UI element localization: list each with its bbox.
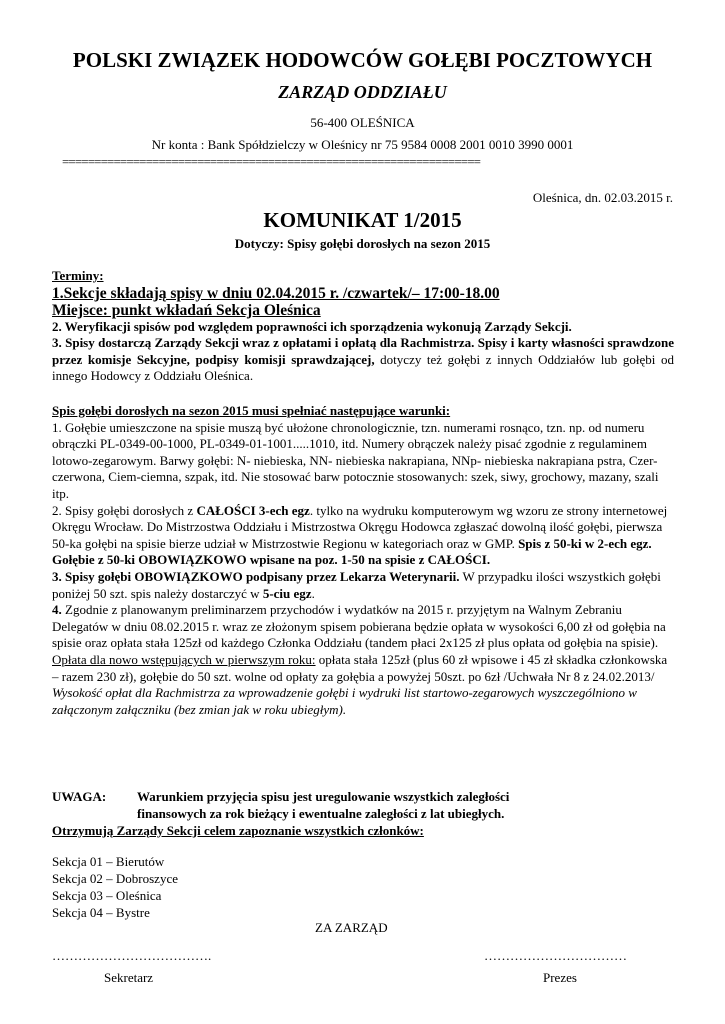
new-member-fee-text: opłata stała 125zł (plus 60 zł wpisowe i 45 zł składka członkowska – razem 230 zł), gołębie do 50 szt. wolne od opłaty za gołębia a powyżej 50szt. po 6zł /Uchwała Nr 8 z 24.02.2013/: [52, 651, 668, 684]
list-item: Sekcja 03 – Oleśnica: [52, 888, 162, 903]
condition-2-a: 2. Spisy gołębi dorosłych z: [52, 502, 197, 518]
list-item: Sekcja 02 – Dobroszyce: [52, 871, 178, 886]
sections-list: [52, 853, 178, 921]
president-label: Prezes: [543, 970, 577, 985]
terms-place: Miejsce: punkt wkładań Sekcja Oleśnica: [52, 301, 321, 319]
condition-2-c: . tylko na wydruku komputerowym wg wzoru ze strony internetowej Okręgu Wrocław. Do Mistrzostwa Oddziału i Mistrzostwa Okręgu Hodowca zgłaszać dowolną ilość gołębi, pierwsza 50-ka gołębi na spisie bierze udział w Mistrzostwie Regionu w kategoriach oraz w GMP.: [52, 502, 668, 551]
organization-name: POLSKI ZWIĄZEK HODOWCÓW GOŁĘBI POCZTOWYCH: [72, 48, 653, 72]
list-item: Sekcja 04 – Bystre: [52, 905, 150, 920]
condition-3: [52, 569, 674, 602]
conditions-block: [52, 403, 674, 718]
date-line: Oleśnica, dn. 02.03.2015 r.: [532, 190, 673, 205]
terms-item-3-bold: 3. Spisy dostarczą Zarządy Sekcji wraz z opłatami i opłatą dla Rachmistrza. Spisy i karty własności sprawdzone przez komisje Sekcyjne, podpisy komisji sprawdzającej,: [52, 335, 674, 367]
conditions-heading: Spis gołębi dorosłych na sezon 2015 musi spełniać następujące warunki:: [52, 403, 451, 418]
terms-item-3: [52, 335, 674, 385]
recipients-heading: Otrzymują Zarządy Sekcji celem zapoznanie wszystkich członków:: [52, 823, 424, 838]
warning-line-2: finansowych za rok bieżący i ewentualne zaległości z lat ubiegłych.: [137, 806, 505, 821]
secretary-signature-line: ……………………………….: [52, 948, 212, 963]
condition-2-b: CAŁOŚCI 3-ech egz: [196, 502, 310, 518]
terms-heading: Terminy:: [52, 268, 104, 283]
terms-item-2: 2. Weryfikacji spisów pod względem poprawności ich sporządzenia wykonują Zarządy Sekcji.: [52, 318, 572, 334]
document-subject: Dotyczy: Spisy gołębi dorosłych na sezon 2015: [234, 236, 491, 251]
condition-3-b: W przypadku ilości wszystkich gołębi poniżej 50 szt. spis należy dostarczyć w: [52, 568, 661, 601]
for-board-label: ZA ZARZĄD: [315, 920, 388, 935]
secretary-label: Sekretarz: [104, 970, 154, 985]
condition-3-d: .: [311, 585, 315, 601]
postal-address: 56-400 OLEŚNICA: [310, 115, 415, 130]
terms-item-1: [52, 285, 674, 302]
condition-1: 1. Gołębie umieszczone na spisie muszą być ułożone chronologicznie, tzn. numerami rosnąco, tzn. np. od numeru obrączki PL-0349-00-1000, PL-0349-01-1001.....1010, itd. Numery obrączek należy pisać zgodnie z regulaminem lotowo-zegarowym. Barwy gołębi: N- niebieska, NN- niebieska nakrapiana, NNp- niebieska nakrapiana pstra, Czer- czerwona, Ciem-ciemna, szpak, itd. Nie stosować barw potocznie stosowanych: szek, siwy, grochowy, mazany, szali itp.: [52, 419, 659, 501]
terms-item-1-text: 1.Sekcje składają spisy w dniu 02.04.2015 r. /czwartek/– 17:00-18.00: [52, 284, 500, 302]
warning-label: UWAGA:: [52, 789, 107, 804]
new-member-fee: [52, 652, 674, 685]
separator-rule: =================================================================: [62, 154, 481, 169]
board-name: ZARZĄD ODDZIAŁU: [278, 82, 447, 102]
condition-4: [52, 602, 674, 652]
condition-4-a: 4.: [52, 602, 62, 618]
warning-line-1: Warunkiem przyjęcia spisu jest uregulowanie wszystkich zaległości: [137, 789, 510, 804]
document-title: KOMUNIKAT 1/2015: [263, 208, 462, 232]
condition-2-d: Spis z 50-ki w 2-ech egz. Gołębie z 50-ki OBOWIĄZKOWO wpisane na poz. 1-50 na spisie z CAŁOŚCI.: [52, 535, 652, 568]
president-signature-line: ……………………………: [484, 948, 627, 963]
bank-account: Nr konta : Bank Spółdzielczy w Oleśnicy nr 75 9584 0008 2001 0010 3990 0001: [151, 137, 574, 152]
condition-3-a: 3. Spisy gołębi OBOWIĄZKOWO podpisany przez Lekarza Weterynarii.: [52, 568, 460, 584]
condition-3-c: 5-ciu egz: [262, 585, 312, 601]
condition-4-b: Zgodnie z planowanym preliminarzem przychodów i wydatków na 2015 r. przyjętym na Walnym Zebraniu Delegatów w dniu 08.02.2015 r. wraz ze złożonym spisem pobierana będzie opłata w wysokości 6,00 zł od gołębia na spisie oraz opłata stała 125zł od każdego Członka Oddziału (tandem płaci 2x125 zł plus opłata od gołębia na spisie).: [52, 602, 666, 651]
list-item: Sekcja 01 – Bierutów: [52, 854, 165, 869]
condition-2: [52, 503, 674, 569]
new-member-fee-heading: Opłata dla nowo wstępujących w pierwszym roku:: [52, 651, 316, 667]
terms-item-3-rest: dotyczy też gołębi z innych Oddziałów lub gołębi od innego Hodowcy z Oddziału Oleśnica.: [52, 351, 674, 384]
fee-note: Wysokość opłat dla Rachmistrza za wprowadzenie gołębi i wydruki list startowo-zegarowych wyszczególniono w załączonym załączniku (bez zmian jak w roku ubiegłym).: [52, 685, 637, 717]
terms-block: [52, 268, 674, 385]
